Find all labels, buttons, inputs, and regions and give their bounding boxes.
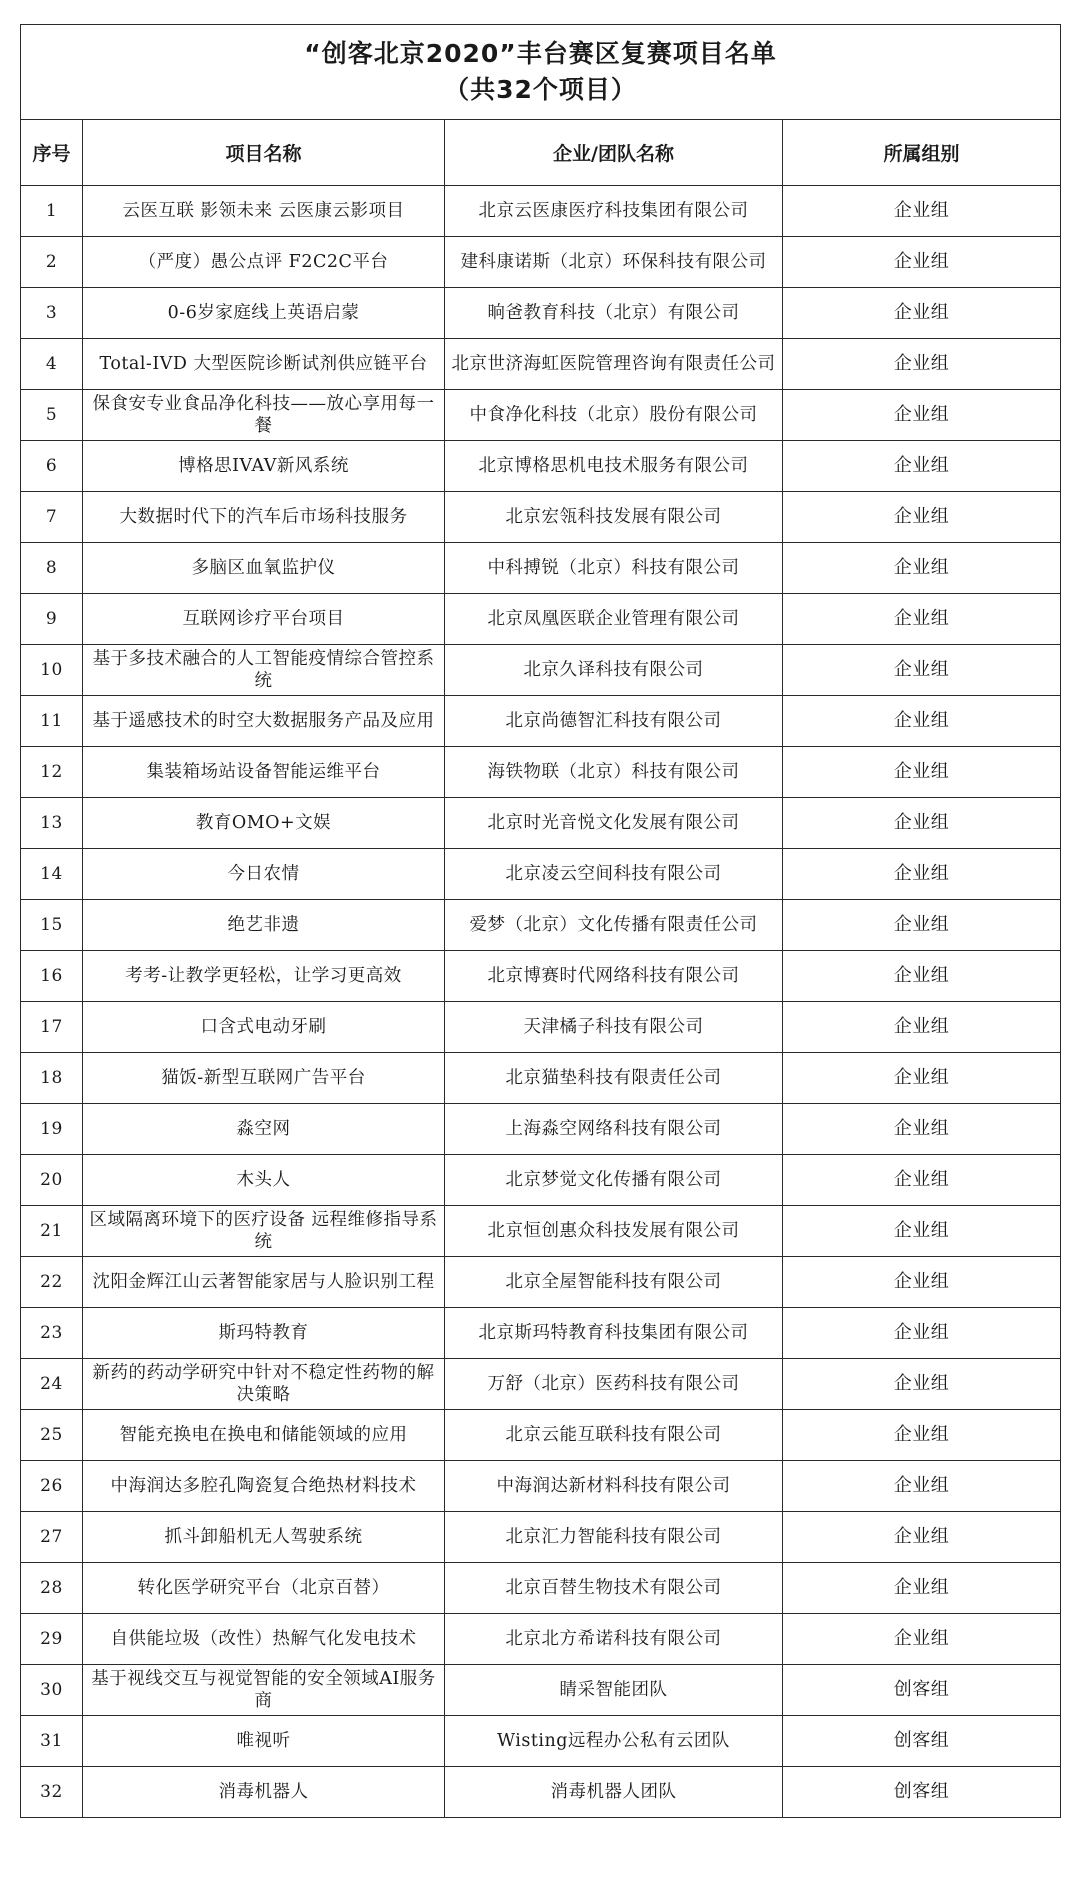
serial-number-cell: 22 — [21, 1257, 83, 1308]
header-group: 所属组别 — [783, 120, 1061, 186]
group-cell: 企业组 — [783, 237, 1061, 288]
company-name-cell: 北京久译科技有限公司 — [445, 645, 783, 696]
company-name-cell: 北京猫垫科技有限责任公司 — [445, 1053, 783, 1104]
table-row — [21, 288, 1061, 339]
project-name-cell: 考考-让教学更轻松，让学习更高效 — [83, 951, 445, 1002]
serial-number-cell: 13 — [21, 798, 83, 849]
group-cell: 企业组 — [783, 1614, 1061, 1665]
table-row — [21, 1053, 1061, 1104]
company-name-cell: 北京北方希诺科技有限公司 — [445, 1614, 783, 1665]
project-name-cell: （严度）愚公点评 F2C2C平台 — [83, 237, 445, 288]
group-cell: 企业组 — [783, 441, 1061, 492]
group-cell: 创客组 — [783, 1716, 1061, 1767]
serial-number-cell: 10 — [21, 645, 83, 696]
table-row — [21, 1155, 1061, 1206]
table-row — [21, 645, 1061, 696]
table-row — [21, 1563, 1061, 1614]
company-name-cell: 北京尚德智汇科技有限公司 — [445, 696, 783, 747]
project-name-cell: 抓斗卸船机无人驾驶系统 — [83, 1512, 445, 1563]
header-row — [21, 120, 1061, 186]
group-cell: 企业组 — [783, 492, 1061, 543]
table-row — [21, 1359, 1061, 1410]
serial-number-cell: 14 — [21, 849, 83, 900]
project-list-table — [20, 24, 1061, 1818]
serial-number-cell: 8 — [21, 543, 83, 594]
group-cell: 企业组 — [783, 696, 1061, 747]
table-row — [21, 1257, 1061, 1308]
project-name-cell: 斯玛特教育 — [83, 1308, 445, 1359]
table-row — [21, 747, 1061, 798]
company-name-cell: 北京斯玛特教育科技集团有限公司 — [445, 1308, 783, 1359]
serial-number-cell: 20 — [21, 1155, 83, 1206]
project-name-cell: 唯视听 — [83, 1716, 445, 1767]
company-name-cell: 北京梦觉文化传播有限公司 — [445, 1155, 783, 1206]
table-row — [21, 951, 1061, 1002]
table-row — [21, 492, 1061, 543]
table-row — [21, 696, 1061, 747]
company-name-cell: 万舒（北京）医药科技有限公司 — [445, 1359, 783, 1410]
company-name-cell: 北京全屋智能科技有限公司 — [445, 1257, 783, 1308]
project-name-cell: 转化医学研究平台（北京百替） — [83, 1563, 445, 1614]
company-name-cell: 消毒机器人团队 — [445, 1767, 783, 1818]
group-cell: 企业组 — [783, 951, 1061, 1002]
project-name-cell: 淼空网 — [83, 1104, 445, 1155]
company-name-cell: 北京宏瓴科技发展有限公司 — [445, 492, 783, 543]
company-name-cell: 北京凌云空间科技有限公司 — [445, 849, 783, 900]
company-name-cell: 建科康诺斯（北京）环保科技有限公司 — [445, 237, 783, 288]
group-cell: 企业组 — [783, 1410, 1061, 1461]
serial-number-cell: 29 — [21, 1614, 83, 1665]
group-cell: 企业组 — [783, 339, 1061, 390]
table-row — [21, 900, 1061, 951]
company-name-cell: 北京云能互联科技有限公司 — [445, 1410, 783, 1461]
table-row — [21, 798, 1061, 849]
group-cell: 企业组 — [783, 747, 1061, 798]
group-cell: 企业组 — [783, 1512, 1061, 1563]
company-name-cell: 北京凤凰医联企业管理有限公司 — [445, 594, 783, 645]
header-serial-number: 序号 — [21, 120, 83, 186]
table-row — [21, 543, 1061, 594]
serial-number-cell: 16 — [21, 951, 83, 1002]
table-row — [21, 1461, 1061, 1512]
group-cell: 企业组 — [783, 288, 1061, 339]
serial-number-cell: 30 — [21, 1665, 83, 1716]
group-cell: 企业组 — [783, 1002, 1061, 1053]
company-name-cell: Wisting远程办公私有云团队 — [445, 1716, 783, 1767]
project-name-cell: 基于遥感技术的时空大数据服务产品及应用 — [83, 696, 445, 747]
group-cell: 企业组 — [783, 1155, 1061, 1206]
company-name-cell: 北京博格思机电技术服务有限公司 — [445, 441, 783, 492]
project-name-cell: 绝艺非遗 — [83, 900, 445, 951]
serial-number-cell: 11 — [21, 696, 83, 747]
group-cell: 企业组 — [783, 1563, 1061, 1614]
project-name-cell: 沈阳金辉江山云著智能家居与人脸识别工程 — [83, 1257, 445, 1308]
project-name-cell: 保食安专业食品净化科技——放心享用每一餐 — [83, 390, 445, 441]
group-cell: 企业组 — [783, 849, 1061, 900]
serial-number-cell: 7 — [21, 492, 83, 543]
serial-number-cell: 6 — [21, 441, 83, 492]
header-company-name: 企业/团队名称 — [445, 120, 783, 186]
group-cell: 企业组 — [783, 390, 1061, 441]
project-name-cell: 教育OMO+文娱 — [83, 798, 445, 849]
group-cell: 企业组 — [783, 186, 1061, 237]
table-row — [21, 849, 1061, 900]
project-name-cell: 口含式电动牙刷 — [83, 1002, 445, 1053]
company-name-cell: 北京恒创惠众科技发展有限公司 — [445, 1206, 783, 1257]
company-name-cell: 北京博赛时代网络科技有限公司 — [445, 951, 783, 1002]
project-name-cell: 互联网诊疗平台项目 — [83, 594, 445, 645]
project-name-cell: Total-IVD 大型医院诊断试剂供应链平台 — [83, 339, 445, 390]
project-name-cell: 博格思IVAV新风系统 — [83, 441, 445, 492]
group-cell: 创客组 — [783, 1767, 1061, 1818]
serial-number-cell: 32 — [21, 1767, 83, 1818]
table-row — [21, 441, 1061, 492]
serial-number-cell: 1 — [21, 186, 83, 237]
table-row — [21, 1614, 1061, 1665]
title-line-2: （共32个项目） — [444, 75, 637, 104]
project-name-cell: 新药的药动学研究中针对不稳定性药物的解决策略 — [83, 1359, 445, 1410]
group-cell: 企业组 — [783, 1359, 1061, 1410]
group-cell: 企业组 — [783, 1104, 1061, 1155]
project-name-cell: 消毒机器人 — [83, 1767, 445, 1818]
serial-number-cell: 2 — [21, 237, 83, 288]
table-row — [21, 1716, 1061, 1767]
serial-number-cell: 23 — [21, 1308, 83, 1359]
table-row — [21, 1410, 1061, 1461]
project-name-cell: 猫饭-新型互联网广告平台 — [83, 1053, 445, 1104]
serial-number-cell: 15 — [21, 900, 83, 951]
group-cell: 企业组 — [783, 543, 1061, 594]
serial-number-cell: 24 — [21, 1359, 83, 1410]
table-row — [21, 1767, 1061, 1818]
project-name-cell: 集装箱场站设备智能运维平台 — [83, 747, 445, 798]
company-name-cell: 北京时光音悦文化发展有限公司 — [445, 798, 783, 849]
project-name-cell: 多脑区血氧监护仪 — [83, 543, 445, 594]
project-name-cell: 智能充换电在换电和储能领域的应用 — [83, 1410, 445, 1461]
table-row — [21, 1002, 1061, 1053]
project-name-cell: 今日农情 — [83, 849, 445, 900]
table-row — [21, 390, 1061, 441]
project-name-cell: 中海润达多腔孔陶瓷复合绝热材料技术 — [83, 1461, 445, 1512]
table-row — [21, 1665, 1061, 1716]
serial-number-cell: 5 — [21, 390, 83, 441]
project-name-cell: 自供能垃圾（改性）热解气化发电技术 — [83, 1614, 445, 1665]
group-cell: 企业组 — [783, 1053, 1061, 1104]
group-cell: 企业组 — [783, 900, 1061, 951]
group-cell: 企业组 — [783, 1308, 1061, 1359]
group-cell: 企业组 — [783, 645, 1061, 696]
serial-number-cell: 31 — [21, 1716, 83, 1767]
table-row — [21, 1512, 1061, 1563]
serial-number-cell: 26 — [21, 1461, 83, 1512]
serial-number-cell: 17 — [21, 1002, 83, 1053]
table-body — [21, 186, 1061, 1818]
company-name-cell: 晌爸教育科技（北京）有限公司 — [445, 288, 783, 339]
project-name-cell: 木头人 — [83, 1155, 445, 1206]
serial-number-cell: 21 — [21, 1206, 83, 1257]
serial-number-cell: 3 — [21, 288, 83, 339]
company-name-cell: 北京世济海虹医院管理咨询有限责任公司 — [445, 339, 783, 390]
company-name-cell: 中海润达新材料科技有限公司 — [445, 1461, 783, 1512]
group-cell: 企业组 — [783, 1206, 1061, 1257]
group-cell: 企业组 — [783, 594, 1061, 645]
company-name-cell: 中科搏锐（北京）科技有限公司 — [445, 543, 783, 594]
group-cell: 企业组 — [783, 798, 1061, 849]
company-name-cell: 北京百替生物技术有限公司 — [445, 1563, 783, 1614]
table-row — [21, 237, 1061, 288]
table-row — [21, 1206, 1061, 1257]
serial-number-cell: 9 — [21, 594, 83, 645]
table-row — [21, 594, 1061, 645]
project-name-cell: 基于视线交互与视觉智能的安全领域AI服务商 — [83, 1665, 445, 1716]
serial-number-cell: 12 — [21, 747, 83, 798]
serial-number-cell: 18 — [21, 1053, 83, 1104]
table-row — [21, 339, 1061, 390]
company-name-cell: 睛采智能团队 — [445, 1665, 783, 1716]
header-project-name: 项目名称 — [83, 120, 445, 186]
table-row — [21, 1104, 1061, 1155]
project-name-cell: 0-6岁家庭线上英语启蒙 — [83, 288, 445, 339]
company-name-cell: 上海淼空网络科技有限公司 — [445, 1104, 783, 1155]
table-title — [21, 25, 1061, 120]
serial-number-cell: 19 — [21, 1104, 83, 1155]
serial-number-cell: 28 — [21, 1563, 83, 1614]
project-name-cell: 云医互联 影领未来 云医康云影项目 — [83, 186, 445, 237]
table-row — [21, 1308, 1061, 1359]
table-row — [21, 186, 1061, 237]
group-cell: 企业组 — [783, 1461, 1061, 1512]
title-line-1: “创客北京2020”丰台赛区复赛项目名单 — [304, 39, 777, 68]
company-name-cell: 海铁物联（北京）科技有限公司 — [445, 747, 783, 798]
project-name-cell: 大数据时代下的汽车后市场科技服务 — [83, 492, 445, 543]
group-cell: 创客组 — [783, 1665, 1061, 1716]
project-name-cell: 区域隔离环境下的医疗设备 远程维修指导系统 — [83, 1206, 445, 1257]
company-name-cell: 天津橘子科技有限公司 — [445, 1002, 783, 1053]
group-cell: 企业组 — [783, 1257, 1061, 1308]
serial-number-cell: 27 — [21, 1512, 83, 1563]
project-name-cell: 基于多技术融合的人工智能疫情综合管控系统 — [83, 645, 445, 696]
company-name-cell: 北京汇力智能科技有限公司 — [445, 1512, 783, 1563]
company-name-cell: 北京云医康医疗科技集团有限公司 — [445, 186, 783, 237]
company-name-cell: 爱梦（北京）文化传播有限责任公司 — [445, 900, 783, 951]
company-name-cell: 中食净化科技（北京）股份有限公司 — [445, 390, 783, 441]
serial-number-cell: 25 — [21, 1410, 83, 1461]
serial-number-cell: 4 — [21, 339, 83, 390]
